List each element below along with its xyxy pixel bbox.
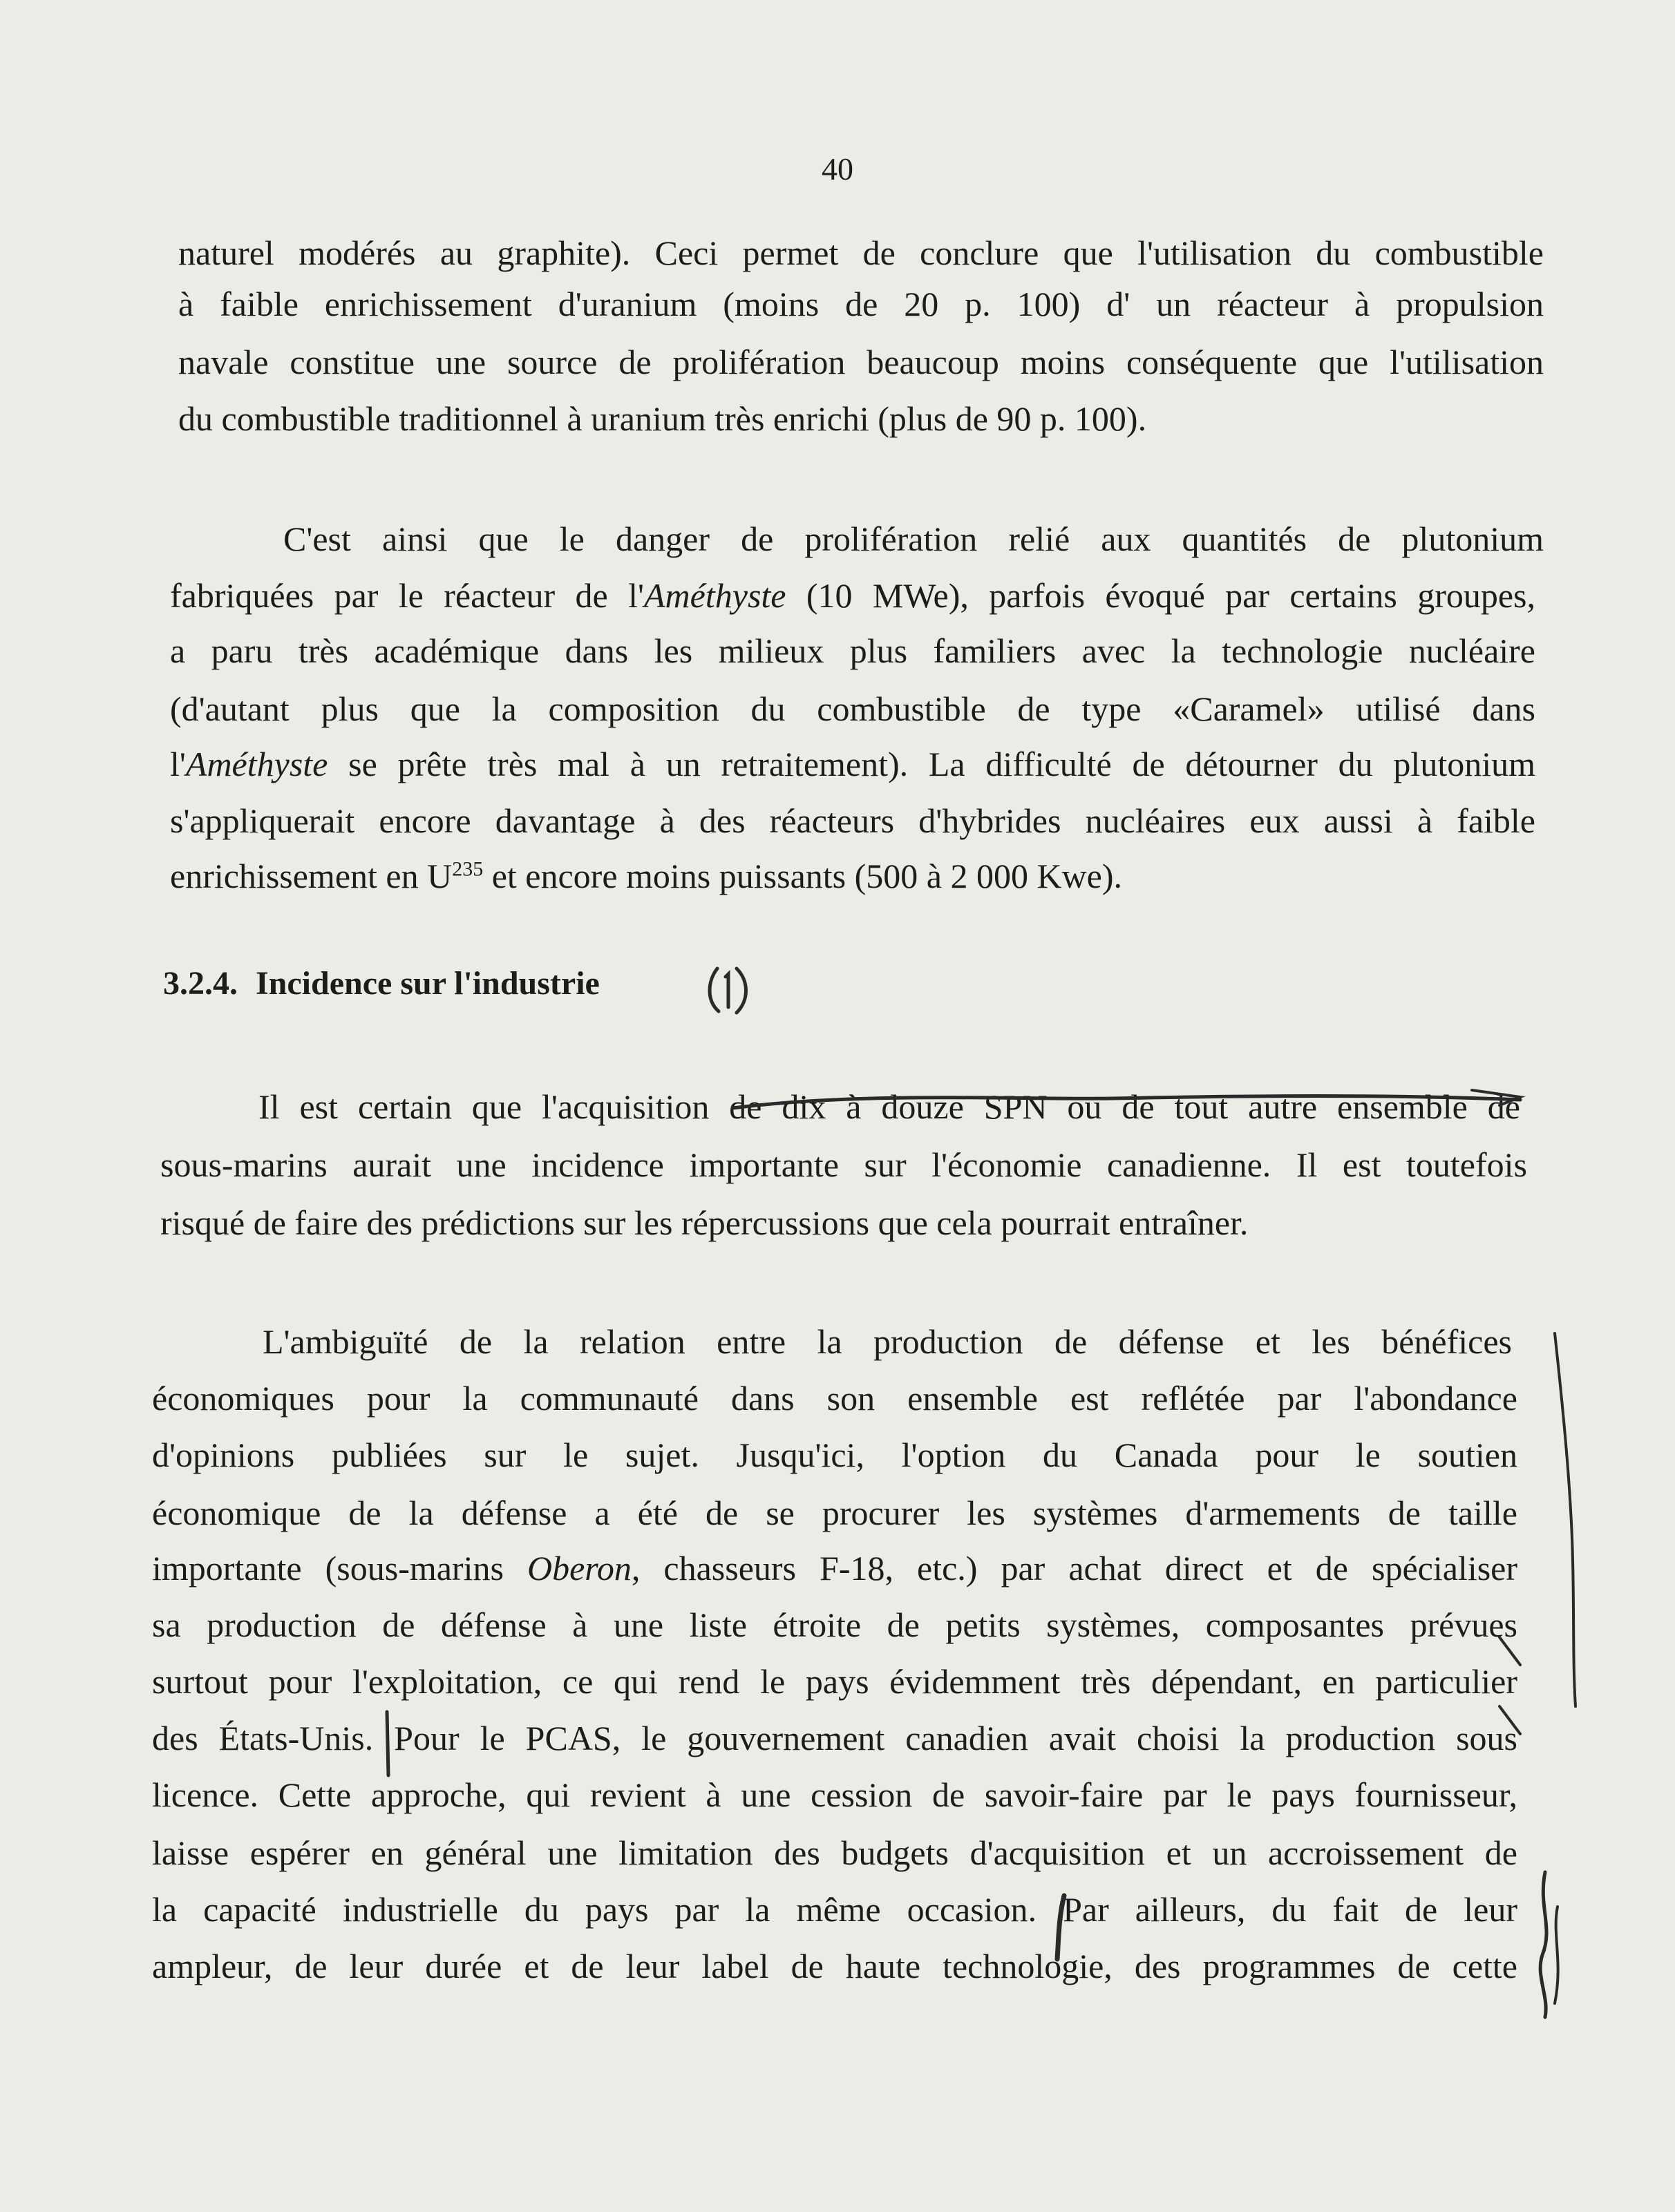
text-line: risqué de faire des prédictions sur les répercussions que cela pourrait entraîner. [160, 1203, 1249, 1242]
text-line: naturel modérés au graphite). Ceci permet de conclure que l'utilisation du combustible [178, 233, 1544, 272]
text-line: du combustible traditionnel à uranium très enrichi (plus de 90 p. 100). [178, 399, 1147, 438]
text-line: à faible enrichissement d'uranium (moins de 20 p. 100) d' un réacteur à propulsion [178, 285, 1544, 323]
text-line: L'ambiguïté de la relation entre la production de défense et les bénéfices [263, 1322, 1512, 1361]
text-line: économique de la défense a été de se procurer les systèmes d'armements de taille [152, 1494, 1517, 1532]
text-line: a paru très académique dans les milieux plus familiers avec la technologie nucléaire [170, 631, 1535, 670]
section-number: 3.2.4. [163, 965, 238, 1002]
text-line: des États-Unis. Pour le PCAS, le gouvernement canadien avait choisi la production sous [152, 1719, 1517, 1757]
section-title: Incidence sur l'industrie [256, 965, 600, 1002]
text-line: licence. Cette approche, qui revient à une cession de savoir-faire par le pays fournisseur, [152, 1775, 1517, 1814]
text-line: sous-marins aurait une incidence importante sur l'économie canadienne. Il est toutefois [160, 1145, 1527, 1184]
text-line: ampleur, de leur durée et de leur label de haute technologie, des programmes de cette [152, 1947, 1517, 1985]
text-line: l'Améthyste se prête très mal à un retraitement). La difficulté de détourner du plutonium [170, 745, 1535, 783]
text-line: importante (sous-marins Oberon, chasseurs F-18, etc.) par achat direct et de spécialiser [152, 1549, 1518, 1588]
text-line: fabriquées par le réacteur de l'Améthyste (10 MWe), parfois évoqué par certains groupes, [170, 576, 1535, 615]
section-heading [163, 964, 600, 1002]
text-line: navale constitue une source de prolifération beaucoup moins conséquente que l'utilisation [178, 343, 1544, 381]
handwritten-circled-one-mark [698, 962, 760, 1024]
text-line: C'est ainsi que le danger de prolifération relié aux quantités de plutonium [283, 519, 1544, 558]
handwritten-margin-bracket [1548, 1326, 1603, 1713]
text-line: laisse espérer en général une limitation des budgets d'acquisition et un accroissement de [152, 1833, 1517, 1872]
text-line: la capacité industrielle du pays par la même occasion. Par ailleurs, du fait de leur [152, 1890, 1517, 1929]
text-line: d'opinions publiées sur le sujet. Jusqu'ici, l'option du Canada pour le soutien [152, 1436, 1517, 1474]
text-line: s'appliquerait encore davantage à des réacteurs d'hybrides nucléaires eux aussi à faible [170, 801, 1535, 840]
text-line: (d'autant plus que la composition du combustible de type «Caramel» utilisé dans [170, 689, 1535, 728]
text-line: surtout pour l'exploitation, ce qui rend le pays évidemment très dépendant, en particulier [152, 1662, 1517, 1701]
handwritten-margin-squiggle [1517, 1865, 1580, 2024]
text-line: enrichissement en $U^{235}$ et encore moins puissants (500 à 2 000 Kwe). [170, 857, 1123, 895]
text-line: sa production de défense à une liste étroite de petits systèmes, composantes prévues [152, 1605, 1517, 1644]
text-line: économiques pour la communauté dans son ensemble est reflétée par l'abondance [152, 1379, 1517, 1418]
text-line: Il est certain que l'acquisition de dix à douze SPN ou de tout autre ensemble de [258, 1087, 1520, 1126]
page-number: 40 [822, 151, 853, 187]
